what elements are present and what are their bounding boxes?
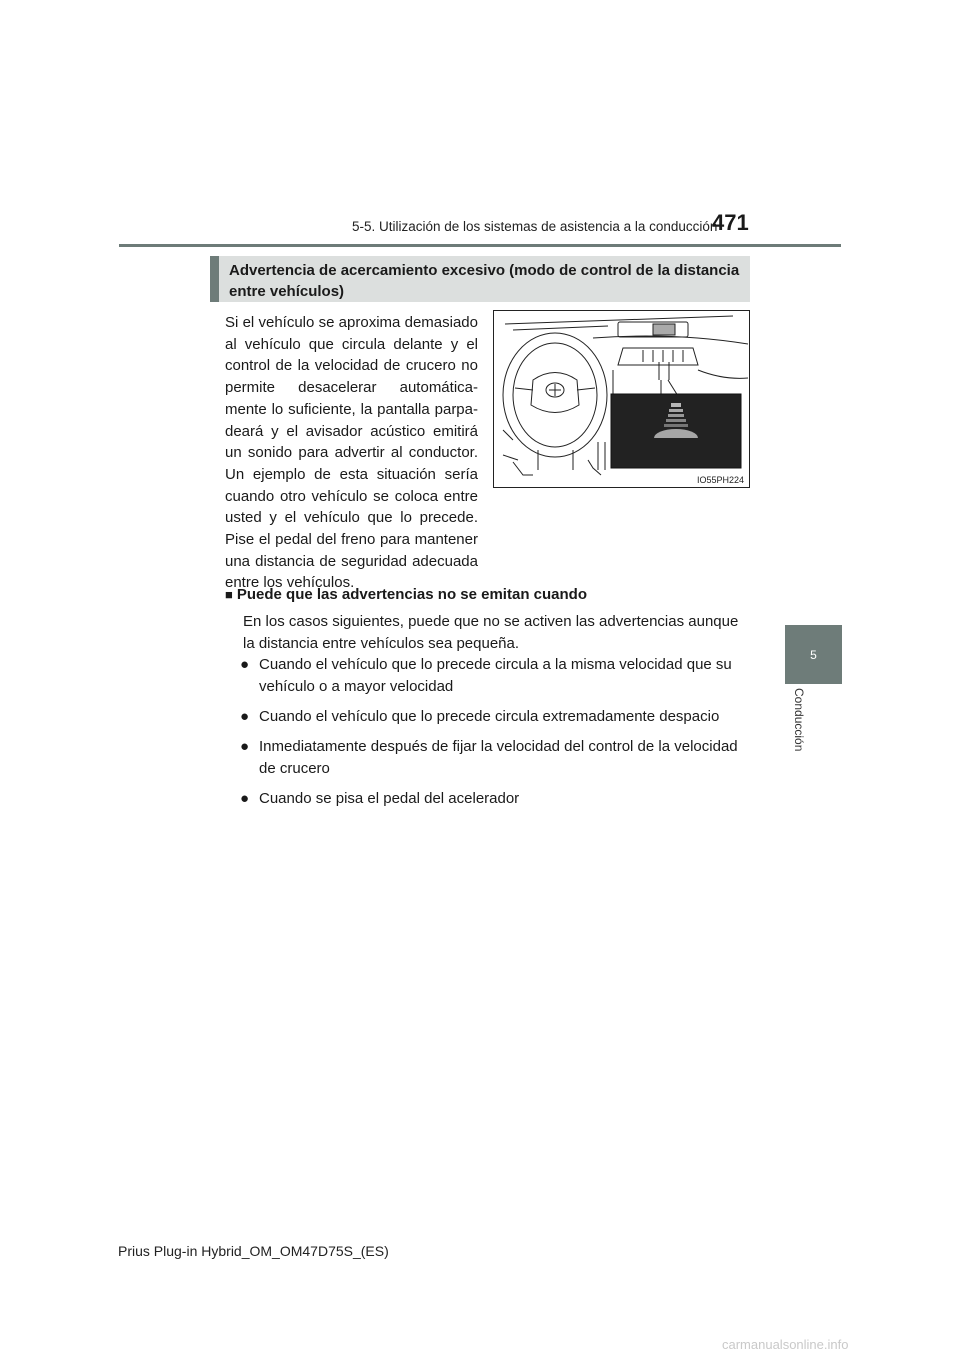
dashboard-illustration	[493, 310, 750, 488]
header-divider	[119, 244, 841, 247]
subsection-lead: En los casos siguientes, puede que no se activen las advertencias aunque la distancia entre vehículos sea pequeña.	[243, 613, 739, 652]
list-item-text: Cuando el vehículo que lo precede circula extremadamente despacio	[259, 708, 720, 725]
watermark: carmanualsonline.info	[722, 1337, 849, 1352]
bullet-icon: ●	[240, 656, 250, 673]
subsection-heading-text: Puede que las advertencias no se emitan cuando	[236, 586, 587, 603]
condition-list	[240, 654, 746, 818]
intro-paragraph: Si el vehículo se aproxima demasiado al vehículo que circula delante y el control de la velocidad de crucero no permite desacelerar automática-mente lo suficiente, la pantalla parpa-deará y el avisador acústico emitirá un sonido para advertir al conductor. Un ejemplo de esta situación sería cuando otro vehículo se coloca entre usted y el vehículo que lo precede. Pise el pedal del freno para mantener una distancia de seguridad adecuada entre los vehículos.	[225, 314, 478, 592]
page-number: 471	[712, 210, 749, 235]
list-item	[240, 736, 746, 780]
chapter-number: 5	[810, 647, 817, 662]
section-heading: Advertencia de acercamiento excesivo (modo de control de la distancia entre vehículos)	[210, 256, 750, 302]
list-item	[240, 654, 746, 698]
chapter-tab	[785, 625, 842, 684]
bullet-icon: ●	[240, 738, 250, 755]
list-item-text: Inmediatamente después de fijar la velocidad del control de la velocidad de crucero	[259, 738, 738, 777]
bullet-icon: ●	[240, 708, 250, 725]
manual-id: Prius Plug-in Hybrid_OM_OM47D75S_(ES)	[118, 1243, 389, 1259]
chapter-label: Conducción	[792, 688, 806, 752]
list-item	[240, 706, 746, 728]
bullet-icon: ●	[240, 790, 250, 807]
list-item-text: Cuando se pisa el pedal del acelerador	[259, 790, 520, 807]
illustration-code: IO55PH224	[696, 475, 744, 485]
list-item-text: Cuando el vehículo que lo precede circula a la misma velocidad que su vehículo o a mayor velocidad	[259, 656, 732, 695]
list-item	[240, 788, 746, 810]
subsection-heading	[225, 586, 745, 603]
square-marker-icon: ■	[225, 587, 233, 602]
running-header: 5-5. Utilización de los sistemas de asistencia a la conducción	[352, 219, 718, 234]
